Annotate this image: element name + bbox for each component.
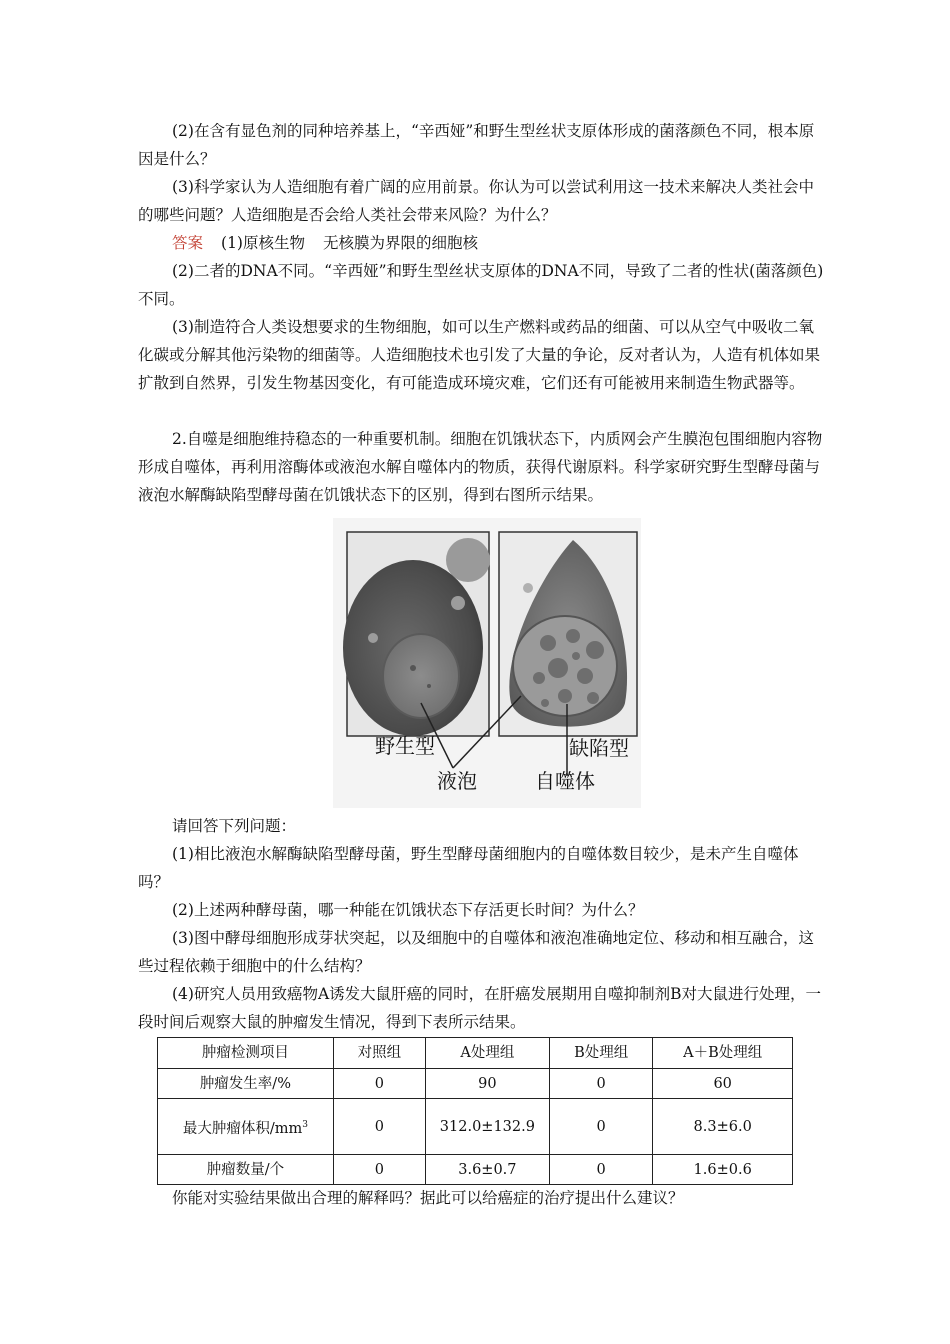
- label-mutant: 缺陷型: [569, 736, 629, 760]
- closing-question: 你能对实验结果做出合理的解释吗？据此可以给癌症的治疗提出什么建议？: [172, 1189, 684, 1207]
- answer-part-3: (3)制造符合人类设想要求的生物细胞，如可以生产燃料或药品的细菌、可以从空气中吸收二氧化碳或分解其他污染物的细菌等。人造细胞技术也引发了大量的争论，反对者认为，人造有机体如果扩散到自然界，引发生物基因变化，有可能造成环境灾难，它们还有可能被用来制造生物武器等。: [138, 318, 821, 392]
- table-cell: 60: [653, 1069, 793, 1099]
- yeast-micrograph-figure: [333, 518, 641, 808]
- table-cell: 0: [549, 1099, 652, 1155]
- table-header-row: [158, 1038, 793, 1069]
- label-autophagosome: 自噬体: [535, 769, 595, 793]
- table-cell: 8.3±6.0: [653, 1099, 793, 1155]
- bud: [446, 538, 490, 582]
- question-2-intro: 2.自噬是细胞维持稳态的一种重要机制。细胞在饥饿状态下，内质网会产生膜泡包围细胞内容物形成自噬体，再利用溶酶体或液泡水解自噬体内的物质，获得代谢原料。科学家研究野生型酵母菌与液泡水解酶缺陷型酵母菌在饥饿状态下的区别，得到右图所示结果。: [138, 430, 823, 504]
- table-row: [158, 1069, 793, 1099]
- vacuole: [383, 634, 459, 718]
- table-header-cell: A处理组: [425, 1038, 549, 1069]
- answer-part-1: [138, 229, 828, 257]
- answer-prompt: 请回答下列问题：: [172, 817, 297, 835]
- table-cell: 肿瘤发生率/%: [158, 1069, 334, 1099]
- table-header-cell: 对照组: [333, 1038, 425, 1069]
- wild-type-panel: [343, 532, 490, 736]
- unit-superscript: 3: [302, 1119, 308, 1130]
- table-cell: 0: [549, 1155, 652, 1185]
- sub-question-3: (3)图中酵母细胞形成芽状突起，以及细胞中的自噬体和液泡准确地定位、移动和相互融合，这些过程依赖于细胞中的什么结构？: [138, 929, 814, 975]
- question-part-2: (2)在含有显色剂的同种培养基上，“辛西娅”和野生型丝状支原体形成的菌落颜色不同，根本原因是什么？: [138, 122, 815, 168]
- table-cell: 3.6±0.7: [425, 1155, 549, 1185]
- sub-question-4: (4)研究人员用致癌物A诱发大鼠肝癌的同时，在肝癌发展期用自噬抑制剂B对大鼠进行处理，一段时间后观察大鼠的肿瘤发生情况，得到下表所示结果。: [138, 985, 822, 1031]
- table-header-cell: 肿瘤检测项目: [158, 1038, 334, 1069]
- table-cell: 0: [333, 1069, 425, 1099]
- label-vacuole: 液泡: [437, 769, 477, 793]
- table-cell: 肿瘤数量/个: [158, 1155, 334, 1185]
- mutant-panel: [499, 532, 637, 736]
- answer-label: 答案: [172, 234, 204, 252]
- table-header-cell: B处理组: [549, 1038, 652, 1069]
- answer-1b: 无核膜为界限的细胞核: [322, 234, 478, 252]
- table-cell: [158, 1099, 334, 1155]
- sub-question-1: (1)相比液泡水解酶缺陷型酵母菌，野生型酵母菌细胞内的自噬体数目较少，是未产生自噬体吗？: [138, 845, 799, 891]
- table-row: [158, 1155, 793, 1185]
- table-cell: 90: [425, 1069, 549, 1099]
- table-header-cell: A＋B处理组: [653, 1038, 793, 1069]
- yeast-micrograph: [333, 518, 641, 808]
- answer-part-2: (2)二者的DNA不同。“辛西娅”和野生型丝状支原体的DNA不同，导致了二者的性状(菌落颜色)不同。: [138, 262, 824, 308]
- label-wild-type: 野生型: [375, 734, 435, 758]
- table-cell: 0: [333, 1099, 425, 1155]
- table-row: [158, 1099, 793, 1155]
- table-cell: 312.0±132.9: [425, 1099, 549, 1155]
- question-part-3: (3)科学家认为人造细胞有着广阔的应用前景。你认为可以尝试利用这一技术来解决人类社会中的哪些问题？人造细胞是否会给人类社会带来风险？为什么？: [138, 178, 814, 224]
- table-cell: 0: [333, 1155, 425, 1185]
- answer-1a: (1)原核生物: [221, 234, 305, 252]
- table-cell: 0: [549, 1069, 652, 1099]
- sub-question-2: (2)上述两种酵母菌，哪一种能在饥饿状态下存活更长时间？为什么？: [172, 901, 644, 919]
- row-label: 最大肿瘤体积/mm: [182, 1120, 303, 1137]
- tumor-results-table: [157, 1037, 793, 1185]
- table-cell: 1.6±0.6: [653, 1155, 793, 1185]
